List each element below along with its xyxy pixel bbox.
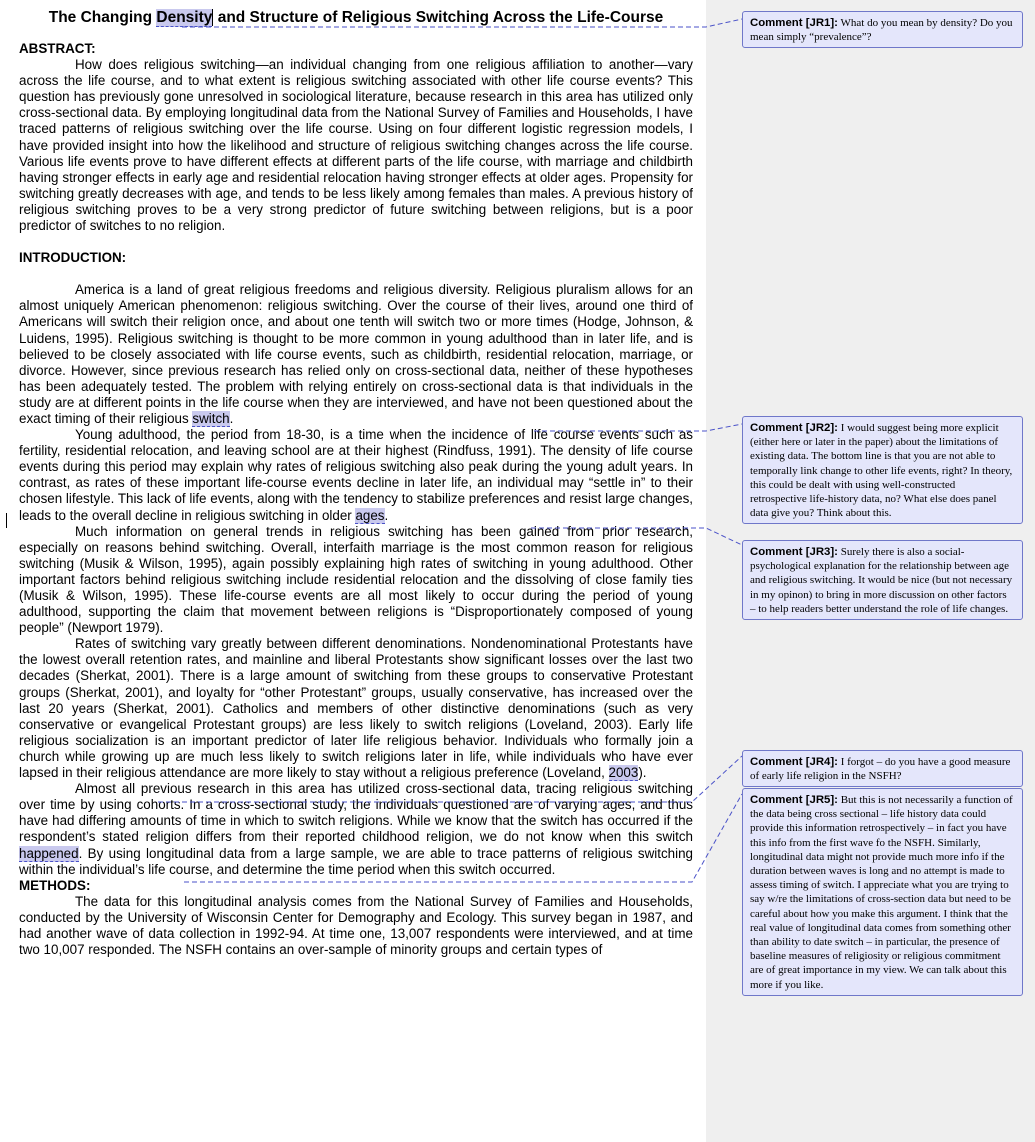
- document-title: The Changing Density and Structure of Religious Switching Across the Life-Course: [48, 9, 664, 26]
- comment-text: But this is not necessarily a function of the data being cross sectional – life history data could provide this information retrospectively – in fact you have this info from the first wave fo the NSFH. Similarly, longitudinal data might not provide much more info if the duration between waves is long and no attempt is made to assess timing of switch. I appreciate what you are trying to say w/re the limitations of cross-section data but need to be careful about how you make this argument. I think that the real value of longitudinal data comes from something other than ability to date switch – in particular, the presence of baseline measures of religiosity or religious commitment are of great importance in my view. We can talk about this more if you like.: [750, 794, 1013, 991]
- intro-paragraph-2: Young adulthood, the period from 18-30, is a time when the incidence of life course events such as fertility, residential relocation, and leaving school are at their highest (Rindfuss, 1991). The density of life course events during this period may explain why rates of religious switching also peak during the young adult years. In contrast, as rates of these important life-course events decline in later life, an individual may “settle in” to their chosen lifestyle. This lack of life events, along with the tendency to stabilize preferences and resist large changes, leads to the overall decline in religious switching in older ages.: [19, 427, 693, 523]
- comment-jr1[interactable]: [742, 11, 1023, 48]
- connector-jr1: [182, 19, 742, 27]
- comment-label: Comment [JR3]:: [750, 546, 838, 558]
- comment-text: I would suggest being more explicit (either here or later in the paper) about the limitations of existing data. The bottom line is that you are not able to temporally link change to other life events, right? In theory, this could be dealt with using well-constructed retrospective life-history data, no? What else does panel data give you? Think about this.: [750, 422, 1013, 520]
- comment-label: Comment [JR5]:: [750, 794, 838, 806]
- connector-jr2: [534, 424, 742, 431]
- connector-jr3: [531, 528, 742, 545]
- comment-jr2[interactable]: [742, 416, 1023, 524]
- anchor-jr3[interactable]: ages: [355, 507, 385, 523]
- comment-label: Comment [JR2]:: [750, 422, 838, 434]
- comment-label: Comment [JR1]:: [750, 17, 838, 29]
- connector-jr5: [184, 794, 742, 882]
- comment-text: Surely there is also a social-psychological explanation for the relationship between age and religious switching. It would be nice (but not necessary in my opinon) to bring in more discussion on other factors – to help readers better understand the role of life changes.: [750, 546, 1013, 615]
- abstract-paragraph: How does religious switching—an individual changing from one religious affiliation to another—vary across the life course, and to what extent is religious switching associated with other life course events? This question has previously gone unresolved in sociological literature, because research in this area has utilized only cross-sectional data. By employing longitudinal data from the National Survey of Families and Households, I have traced patterns of religious switching over the life course. Using on four different logistic regression models, I have provided insight into how the likelihood and structure of religious switching changes across the life course. Various life events prove to have different effects at different parts of the life course, with marriage and childbirth having stronger effects in early age and residential relocation having stronger effects at older ages. Propensity for switching greatly decreases with age, and tends to be less likely among females than males. A previous history of religious switching proves to be a very strong predictor of future switching between religions, but is a poor predictor of switches to no religion.: [19, 57, 693, 234]
- anchor-jr2[interactable]: switch: [192, 410, 230, 426]
- comment-text: What do you mean by density? Do you mean simply “prevalence”?: [750, 17, 1013, 44]
- intro-paragraph-1: America is a land of great religious freedoms and religious diversity. Religious pluralism allows for an almost uniquely American phenomenon: religious switching. Over the course of their lives, around one third of Americans will switch their religion once, and about one tenth will switch two or more times (Hodge, Johnson, & Luidens, 1995). Religious switching is thought to be more common in young adulthood than in later life, and is believed to be closely associated with life course events, such as childbirth, residential relocation, marriage, or divorce. However, since previous research has relied only on cross-sectional data, neither of these hypotheses has been adequately tested. The problem with relying entirely on cross-sectional data is that individuals in the study are at different points in the life course when they are interviewed, and have not been questioned about the exact timing of their religious switch.: [19, 282, 693, 426]
- anchor-jr5[interactable]: happened: [19, 845, 79, 861]
- intro-paragraph-4: Rates of switching vary greatly between different denominations. Nondenominational Protestants have the lowest overall retention rates, and mainline and liberal Protestants show significant losses over the last two decades (Sherkat, 2001). There is a large amount of switching from these groups to conservative Protestant groups (Sherkat, 2001), and loyalty for “other Protestant” groups, usually conservative, has increased over the last 20 years (Sherkat, 2001). Catholics and members of other distinctive denominations (such as very conservative or evangelical Protestant groups) are less likely to switch religions (Loveland, 2003). Early life religious socialization is an important predictor of later life religious behavior. Individuals who formally join a church while growing up are much less likely to switch religions later in life, while individuals who have ever lapsed in their religious attendance are more likely to stay without a religious preference (Loveland, 2003).: [19, 636, 693, 781]
- anchor-jr4[interactable]: 2003: [608, 765, 639, 781]
- introduction-heading: INTRODUCTION:: [19, 250, 127, 266]
- comment-jr4[interactable]: [742, 750, 1023, 787]
- comment-jr5[interactable]: [742, 788, 1023, 996]
- methods-heading: METHODS:: [19, 877, 91, 893]
- connector-jr4: [158, 756, 742, 802]
- comment-jr3[interactable]: [742, 540, 1023, 620]
- intro-paragraph-3: Much information on general trends in religious switching has been gained from prior research, especially on reasons behind switching. Overall, interfaith marriage is the most common reason for religious switching (Musik & Wilson, 1995), again possibly explaining high rates of switching in young adulthood. Other important factors behind religious switching include residential relocation and the dissolving of close family ties (Musik & Wilson, 1995). These life-course events are all most likely to occur during the period of young adulthood, supporting the claim that movement between religions is “Disproportionately composed of young people” (Newport 1979).: [19, 523, 693, 636]
- abstract-heading: ABSTRACT:: [19, 41, 96, 56]
- comment-label: Comment [JR4]:: [750, 756, 838, 768]
- methods-paragraph-1: The data for this longitudinal analysis comes from the National Survey of Families and Households, conducted by the University of Wisconsin Center for Demography and Ecology. This survey began in 1987, and had another wave of data collection in 1992-94. At time one, 13,007 respondents were interviewed, and at time two 10,007 responded. The NSFH contains an over-sample of minority groups and certain types of: [19, 893, 693, 958]
- comment-text: I forgot – do you have a good measure of early life religion in the NSFH?: [750, 756, 1011, 783]
- anchor-jr1[interactable]: Density: [156, 9, 213, 26]
- intro-paragraph-5: Almost all previous research in this area has utilized cross-sectional data, tracing religious switching over time by using cohorts. In a cross-sectional study, the individuals questioned are of varying ages, and thus have had differing amounts of time in which to switch religions. While we know that the switch has occurred if the respondent’s stated religion differs from their reported childhood religion, we do not know when this switch happened. By using longitudinal data from a large sample, we are able to trace patterns of religious switching within the individual’s life course, and determine the time period when this switch occurred.: [19, 781, 693, 877]
